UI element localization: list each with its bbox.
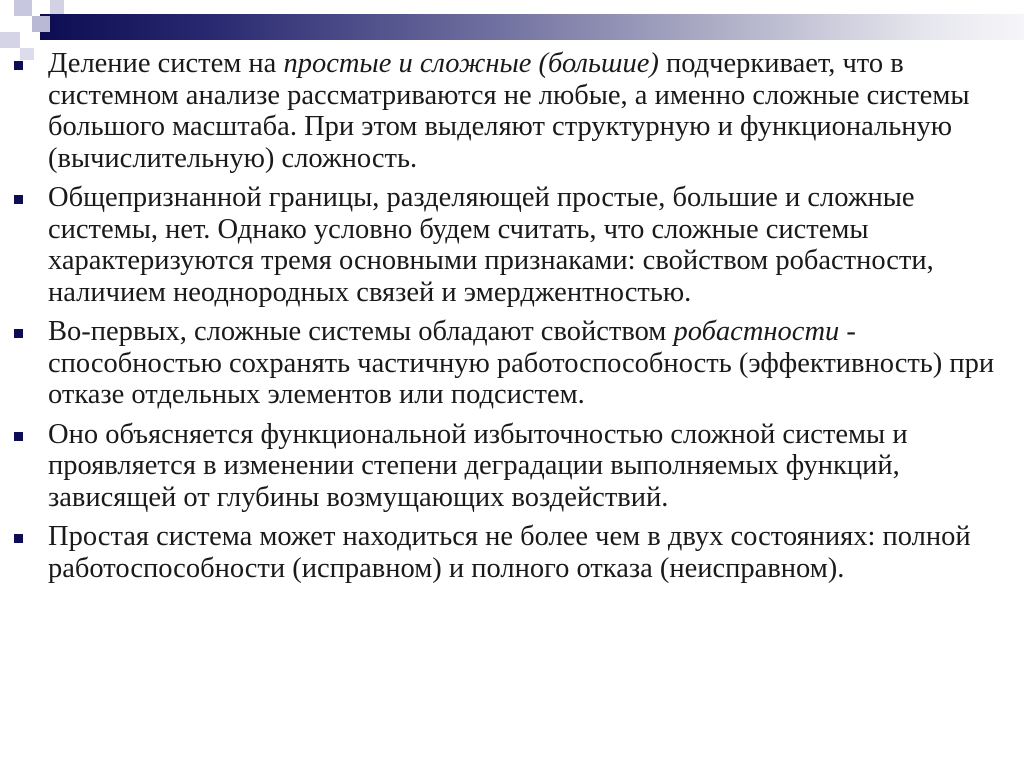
bullet-text: Деление систем на простые и сложные (большие) подчеркивает, что в системном анализе рассматриваются не любые, а именно сложные системы большого масштаба. При этом выделяют структурную и функциональную (вычислительную) сложность. — [48, 48, 970, 174]
bullet-item — [10, 182, 1010, 308]
bullet-item — [10, 316, 1010, 411]
square-bullet-icon — [14, 61, 23, 70]
title-bar-gradient — [40, 14, 1024, 40]
decor-square — [50, 0, 64, 14]
square-bullet-icon — [14, 195, 23, 204]
bullet-text: Простая система может находиться не более чем в двух состояниях: полной работоспособности (исправном) и полного отказа (неисправном). — [48, 521, 971, 584]
bullet-text: Оно объясняется функциональной избыточностью сложной системы и проявляется в изменении степени деградации выполняемых функций, зависящей от глубины возмущающих воздействий. — [48, 418, 908, 513]
bullet-item — [10, 419, 1010, 514]
decor-square — [14, 0, 32, 16]
bullet-text: Общепризнанной границы, разделяющей простые, большие и сложные системы, нет. Однако условно будем считать, что сложные системы характеризуются тремя основными признаками: свойством робастности, наличием неоднородных связей и эмерджентностью. — [48, 182, 934, 308]
slide-body — [10, 48, 1010, 592]
bullet-item — [10, 521, 1010, 584]
square-bullet-icon — [14, 329, 23, 338]
decor-square — [0, 32, 20, 48]
bullet-item — [10, 48, 1010, 174]
square-bullet-icon — [14, 534, 23, 543]
decor-square — [32, 16, 50, 32]
bullet-text: Во-первых, сложные системы обладают свойством робастности - способностью сохранять частичную работоспособность (эффективность) при отказе отдельных элементов или подсистем. — [48, 316, 995, 410]
square-bullet-icon — [14, 432, 23, 441]
